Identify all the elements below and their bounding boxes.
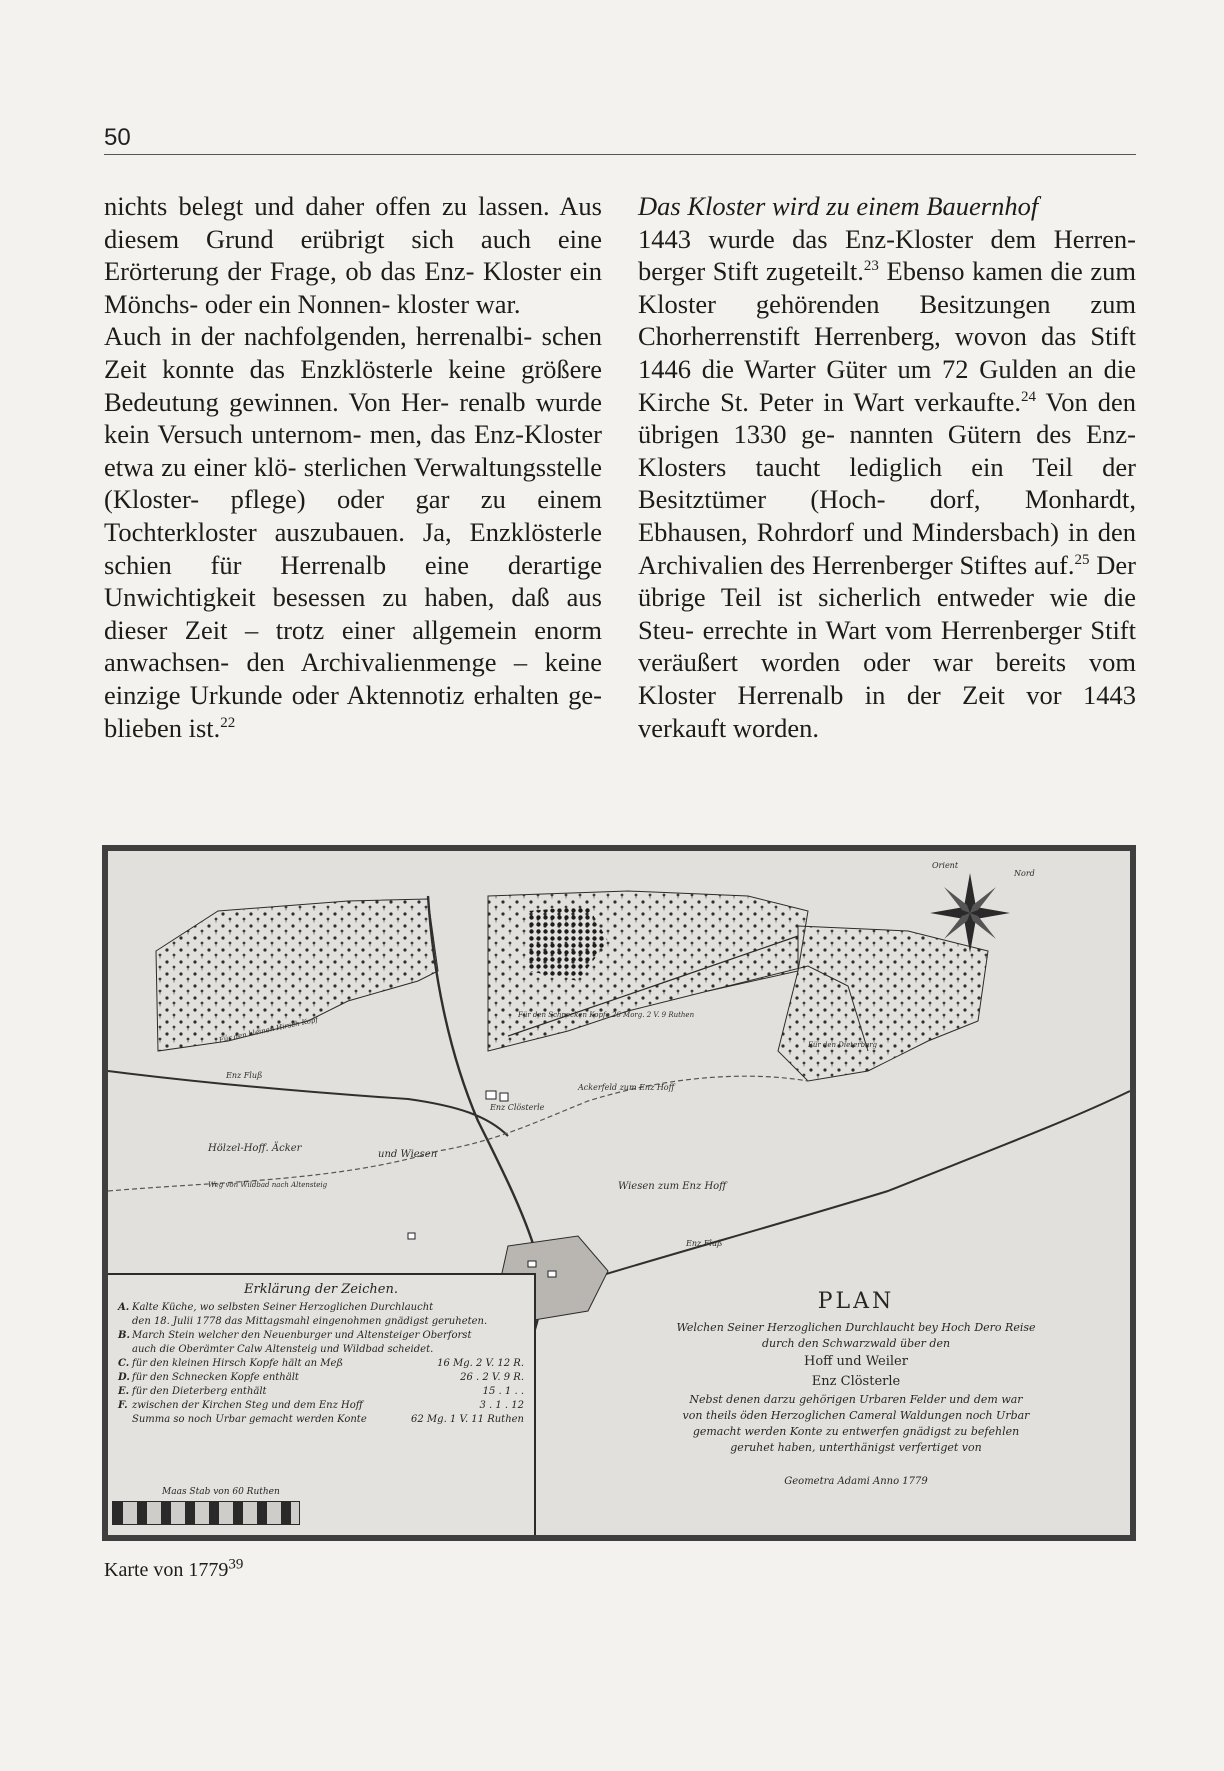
- legend-value: [433, 1343, 553, 1357]
- text-line: den Archivalienmenge – keine einzige: [104, 647, 602, 710]
- text-line: veräußert worden oder war bereits vom: [638, 647, 1136, 678]
- header-rule: [104, 154, 1136, 155]
- building-village: [528, 1261, 536, 1267]
- legend-letter: [118, 1343, 132, 1357]
- legend-text: für den Dieterberg enthält: [132, 1386, 267, 1397]
- label-schneckenkopf: Für den Schnecken Kopfe 26 Morg. 2 V. 9 Ruthen: [518, 1011, 695, 1019]
- legend-row: [118, 1385, 524, 1399]
- text-line: nichts belegt und daher offen zu lassen.: [104, 191, 550, 221]
- river-enz-left: [108, 1071, 508, 1136]
- text-line: Kloster Herrenalb in der Zeit vor 1443: [638, 679, 1136, 710]
- plan-line: Welchen Seiner Herzoglichen Durchlaucht bey Hoch Dero Reise: [676, 1321, 1036, 1334]
- text-line: auszubauen. Ja, Enzklösterle schien für: [104, 516, 603, 580]
- text-line: lediglich ein Teil der Besitztümer (Hoch-: [638, 451, 1137, 515]
- legend-value: 3 . 1 . 12: [479, 1400, 524, 1411]
- text-line: und Mindersbach) in den Archivalien des: [638, 516, 1136, 580]
- plan-place: Hoff und Weiler: [804, 1354, 908, 1369]
- legend-title: Erklärung der Zeichen.: [243, 1282, 398, 1297]
- footnote-ref-22[interactable]: 22: [220, 714, 236, 731]
- building-field: [408, 1233, 415, 1239]
- map-figure: [102, 845, 1136, 1541]
- building-kloster: [500, 1093, 508, 1101]
- legend-text: Kalte Küche, wo selbsten Seiner Herzoglichen Durchlaucht: [132, 1302, 434, 1313]
- legend-value: [487, 1315, 607, 1329]
- legend-letter: [118, 1413, 132, 1427]
- plan-title: PLAN: [817, 1289, 895, 1314]
- scale-bar: [112, 1501, 300, 1525]
- building-kloster: [486, 1091, 496, 1099]
- text-line: Kloster ein Mönchs- oder ein Nonnen-: [104, 256, 603, 319]
- label-hoelzel-hoff: Hölzel-Hoff. Äcker: [208, 1143, 302, 1154]
- text-line: Von den übrigen 1330 ge-: [638, 386, 1137, 450]
- plan-line: Nebst denen darzu gehörigen Urbaren Felder und dem war: [689, 1393, 1023, 1406]
- legend-row: [118, 1329, 524, 1343]
- text-line: dorf, Monhardt, Ebhausen, Rohrdorf: [638, 484, 1136, 547]
- legend-letter: B.: [118, 1330, 130, 1341]
- label-wiesen-left: und Wiesen: [378, 1149, 438, 1160]
- label-weg: Weg von Wildbad nach Altensteig: [208, 1181, 328, 1189]
- figure-caption: [104, 1556, 244, 1582]
- plan-place: Enz Clösterle: [811, 1374, 901, 1389]
- building-village: [548, 1271, 556, 1277]
- text-line: nannten Gütern des Enz-Klosters taucht: [638, 419, 1136, 482]
- label-ackerfeld: Ackerfeld zum Enz Hoff: [578, 1083, 675, 1092]
- text-line: zum Chorherrenstift Herrenberg, wovon: [638, 288, 1137, 352]
- road-path: [108, 1076, 808, 1191]
- text-line: Gulden an die Kirche St. Peter in Wart: [638, 353, 1136, 417]
- footnote-ref-25[interactable]: 25: [1074, 551, 1090, 568]
- text-line: Urkunde oder Aktennotiz erhalten ge-: [189, 679, 602, 710]
- text-line: verkauft worden.: [638, 712, 820, 743]
- legend-value: 16 Mg. 2 V. 12 R.: [437, 1358, 524, 1369]
- legend-letter: F.: [118, 1400, 128, 1411]
- text-line: trotz einer allgemein enorm anwachsen-: [104, 614, 602, 678]
- text-line: 1443 wurde das Enz-Kloster dem Herren-: [638, 223, 1136, 254]
- paragraph-2: [104, 320, 602, 744]
- caption-text: Karte von 1779: [104, 1559, 229, 1581]
- plan-cartouche: [656, 1289, 1056, 1487]
- legend-text: Summa so noch Urbar gemacht werden Konte: [132, 1414, 367, 1425]
- legend-row: [118, 1315, 524, 1329]
- text-line: besessen zu haben, daß aus dieser Zeit –: [104, 582, 602, 645]
- map-legend: [108, 1273, 536, 1535]
- page-number: 50: [104, 124, 131, 151]
- text-line: Aus diesem Grund erübrigt sich auch: [104, 191, 602, 254]
- legend-text: auch die Oberämter Calw Altensteig und Wildbad scheidet.: [132, 1344, 434, 1355]
- legend-text: zwischen der Kirchen Steg und dem Enz Hoff: [132, 1400, 363, 1411]
- scale-label: Maas Stab von 60 Ruthen: [162, 1487, 280, 1497]
- label-dieterberg: Für den Dieterberg: [808, 1041, 878, 1049]
- text-line: zum Kloster gehörenden Besitzungen: [638, 256, 1136, 319]
- paragraph-3: [638, 223, 1136, 745]
- legend-letter: E.: [118, 1386, 130, 1397]
- legend-row: [118, 1343, 524, 1357]
- text-line: größere Bedeutung gewinnen. Von Her-: [104, 353, 602, 417]
- label-wiesen-right: Wiesen zum Enz Hoff: [618, 1181, 727, 1192]
- text-line: Der übrige: [638, 549, 1136, 613]
- label-enz-fluss-right: Enz Fluß: [686, 1239, 723, 1248]
- text-line: schen Zeit konnte das Enzklösterle keine: [104, 321, 602, 384]
- text-line: sterlichen Verwaltungsstelle (Kloster-: [104, 451, 603, 515]
- text-line: eine Erörterung der Frage, ob das Enz-: [104, 223, 603, 287]
- text-line: verkaufte.: [914, 386, 1021, 417]
- legend-value: [471, 1329, 591, 1343]
- legend-text: den 18. Julii 1778 das Mittagsmahl eingenohmen gnädigst geruheten.: [132, 1316, 488, 1327]
- label-enz-kloster: Enz Clösterle: [490, 1103, 545, 1112]
- legend-value: [433, 1301, 553, 1315]
- legend-letter: [118, 1315, 132, 1329]
- legend-row: [118, 1371, 524, 1385]
- label-hirschkopf: Für den kleinen Hirsch Kopf: [218, 1015, 319, 1045]
- legend-letter: D.: [118, 1372, 130, 1383]
- legend-row: [118, 1399, 524, 1413]
- legend-letter: A.: [118, 1302, 130, 1313]
- text-line: das Stift 1446 die Warter Güter um 72: [638, 321, 1136, 384]
- plan-line: gemacht werden Konte zu entwerfen gnädigst zu befehlen: [692, 1425, 1020, 1438]
- text-line: Herrenberger Stiftes auf.: [811, 549, 1075, 580]
- text-line: berger Stift zugeteilt.: [638, 256, 864, 287]
- forest-left: [156, 899, 438, 1051]
- legend-value: 15 . 1 . .: [482, 1386, 524, 1397]
- text-line: pflege) oder gar zu einem Tochterkloster: [104, 484, 602, 547]
- footnote-ref-24[interactable]: 24: [1020, 388, 1036, 405]
- map-paper: [108, 851, 1130, 1535]
- plan-line: geruhet haben, unterthänigst verfertiget von: [730, 1441, 982, 1454]
- text-line: blieben ist.: [104, 712, 221, 743]
- label-orient: Orient: [932, 861, 959, 870]
- footnote-ref-23[interactable]: 23: [863, 258, 879, 275]
- left-column: [104, 190, 602, 744]
- plan-signature: Geometra Adami Anno 1779: [784, 1476, 928, 1487]
- legend-row: [118, 1413, 524, 1427]
- legend-row: [118, 1357, 524, 1371]
- text-line: kloster war.: [396, 288, 521, 319]
- legend-row: [118, 1301, 524, 1315]
- legend-value: 26 . 2 V. 9 R.: [460, 1372, 524, 1383]
- legend-text: für den Schnecken Kopfe enthält: [132, 1372, 299, 1383]
- paragraph-1: [104, 190, 602, 320]
- legend-letter: C.: [118, 1358, 130, 1369]
- forest-right: [778, 926, 988, 1081]
- text-line: Teil ist sicherlich entweder wie die Steu-: [638, 582, 1136, 645]
- label-enz-fluss-left: Enz Fluß: [226, 1071, 263, 1080]
- text-line: Ebenso kamen die: [878, 256, 1083, 287]
- text-line: Herrenalb eine derartige Unwichtigkeit: [104, 549, 602, 613]
- right-column: [638, 190, 1136, 744]
- plan-line: von theils öden Herzoglichen Cameral Waldungen noch Urbar: [682, 1409, 1030, 1422]
- footnote-ref-39[interactable]: 39: [228, 1556, 244, 1573]
- plan-line: durch den Schwarzwald über den: [761, 1337, 951, 1350]
- text-line: renalb wurde kein Versuch unternom-: [104, 386, 602, 450]
- label-nord: Nord: [1014, 869, 1035, 878]
- text-line: Auch in der nachfolgenden, herrenalbi-: [104, 321, 533, 352]
- section-heading: Das Kloster wird zu einem Bauernhof: [638, 191, 1039, 221]
- legend-text: March Stein welcher den Neuenburger und Altensteiger Oberforst: [132, 1330, 472, 1341]
- text-line: errechte in Wart vom Herrenberger Stift: [702, 614, 1136, 645]
- text-line: men, das Enz-Kloster etwa zu einer klö-: [104, 419, 602, 482]
- legend-text: für den kleinen Hirsch Kopfe hält an Meß: [132, 1358, 344, 1369]
- legend-value: 62 Mg. 1 V. 11 Ruthen: [411, 1414, 524, 1425]
